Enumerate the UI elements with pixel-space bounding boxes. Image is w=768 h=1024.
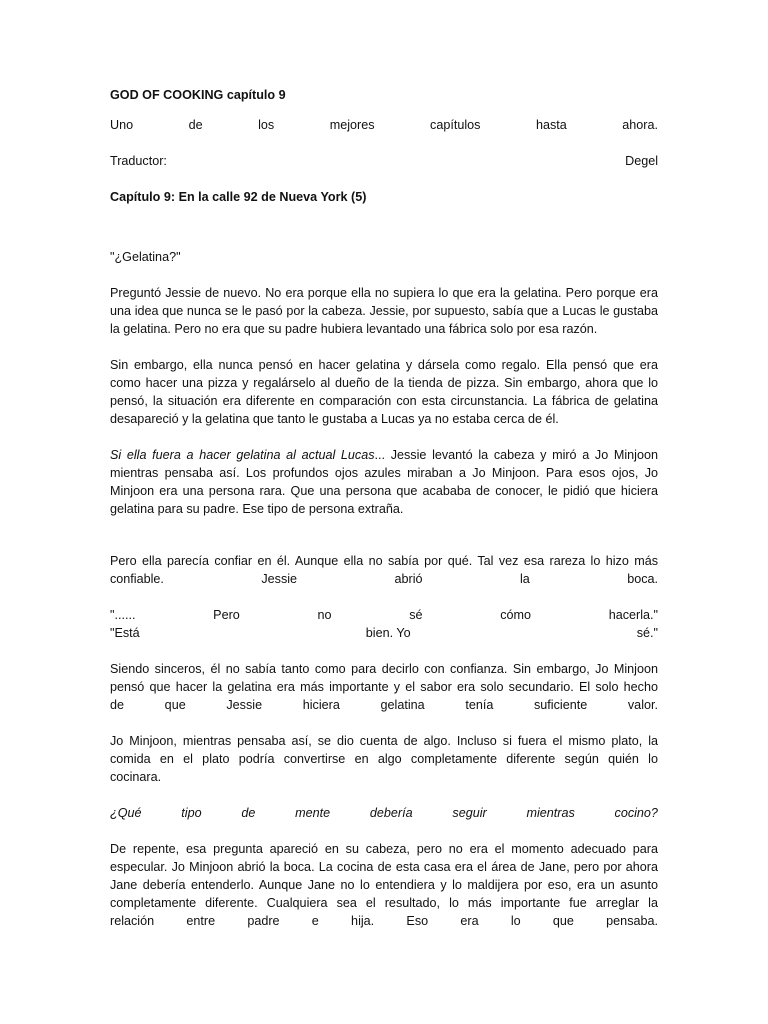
paragraph-4 [110, 446, 658, 518]
paragraph-line: Sin embargo, ella nunca pensó en hacer gelatina y dársela como regalo. Ella pensó que era [110, 358, 658, 372]
document-page [110, 86, 658, 930]
dialogue-word: bien. Yo [365, 626, 411, 640]
paragraph-line: relación entre padre e hija. Eso era lo que pensaba. [110, 914, 658, 928]
translator-line [110, 152, 658, 170]
paragraph-3 [110, 356, 658, 428]
subtitle-word: Uno [110, 118, 134, 132]
paragraph-line: pensó que hacer la gelatina era más importante y el sabor era solo secundario. El solo hecho [110, 680, 658, 694]
paragraph-4-first-line [110, 446, 658, 464]
question-word: mientras [526, 806, 575, 820]
paragraph-line: Siendo sinceros, él no sabía tanto como para decirlo con confianza. Sin embargo, Jo Minjoon [110, 662, 658, 676]
dialogue-word: no [317, 608, 332, 622]
paragraph-4-lines [110, 464, 658, 518]
subtitle-word: ahora. [622, 118, 658, 132]
paragraph-4-rest: ... Jessie levantó la cabeza y miró a Jo Minjoon [374, 448, 658, 462]
question-word: cocino? [614, 806, 658, 820]
paragraph-10 [110, 840, 658, 930]
paragraph-2 [110, 284, 658, 338]
paragraph-7 [110, 660, 658, 714]
translator-name: Degel [625, 154, 658, 168]
paragraph-line: la gelatina. Pero no era que su padre hubiera levantado una fábrica solo por esa razón. [110, 322, 598, 336]
paragraph-line: Pero ella parecía confiar en él. Aunque ella no sabía por qué. Tal vez esa rareza lo hizo más [110, 554, 658, 568]
paragraph-line: como hacer una pizza y regalárselo al dueño de la tienda de pizza. Sin embargo, ahora que lo [110, 376, 658, 390]
dialogue-word: "Está [110, 626, 140, 640]
paragraph-line: cocinara. [110, 770, 162, 784]
question-word: ¿Qué [110, 806, 142, 820]
dialogue-word: cómo [500, 608, 532, 622]
subtitle-word: los [258, 118, 275, 132]
paragraph-1: "¿Gelatina?" [110, 250, 181, 264]
subtitle-line [110, 116, 658, 134]
chapter-heading: Capítulo 9: En la calle 92 de Nueva York (5) [110, 190, 367, 204]
paragraph-line: una idea que nunca se le pasó por la cabeza. Jessie, por supuesto, sabía que a Lucas le gustaba [110, 304, 658, 318]
paragraph-line: especular. Jo Minjoon abrió la boca. La cocina de esta casa era el área de Jane, pero por ahora [110, 860, 658, 874]
question-word: mente [295, 806, 331, 820]
dialogue-word: sé [409, 608, 423, 622]
paragraph-8 [110, 732, 658, 786]
dialogue-word: Pero [213, 608, 240, 622]
subtitle-word: hasta [535, 118, 567, 132]
paragraph-4-italic: Si ella fuera a hacer gelatina al actual Lucas [110, 448, 375, 462]
dialogue-word: hacerla." [608, 608, 658, 622]
paragraph-line: Jane debería entenderlo. Aunque Jane no lo entendiera y lo maldijera por eso, era un asunto [110, 878, 658, 892]
question-word: tipo [181, 806, 202, 820]
question-word: debería [369, 806, 413, 820]
paragraph-line: mientras pensaba así. Los profundos ojos azules miraban a Jo Minjoon. Para esos ojos, Jo [110, 466, 658, 480]
translator-label: Traductor: [110, 154, 167, 168]
question-word: de [241, 806, 256, 820]
dialogue-word: sé." [636, 626, 658, 640]
paragraph-line: de que Jessie hiciera gelatina tenía suficiente valor. [110, 698, 658, 712]
paragraph-line: Jo Minjoon, mientras pensaba así, se dio cuenta de algo. Incluso si fuera el mismo plato, la [110, 734, 658, 748]
paragraph-line: confiable. Jessie abrió la boca. [110, 572, 658, 586]
paragraph-line: completamente diferente. Cualquiera sea el resultado, lo más importante fue arreglar la [110, 896, 658, 910]
paragraph-line: gelatina para su padre. Ese tipo de persona extraña. [110, 502, 404, 516]
paragraph-line: Preguntó Jessie de nuevo. No era porque ella no supiera lo que era la gelatina. Pero porque era [110, 286, 658, 300]
dialogue-line-2 [110, 624, 658, 642]
paragraph-line: desapareció y la gelatina que tanto le gustaba a Lucas ya no estaba cerca de él. [110, 412, 559, 426]
paragraph-line: pensó, la situación era diferente en comparación con esta circunstancia. La fábrica de gelatina [110, 394, 658, 408]
question-line [110, 804, 658, 822]
question-word: seguir [452, 806, 487, 820]
subtitle-word: capítulos [430, 118, 481, 132]
subtitle-word: mejores [329, 118, 375, 132]
dialogue-word: "...... [110, 608, 136, 622]
paragraph-5 [110, 552, 658, 588]
dialogue-line-1 [110, 606, 658, 624]
paragraph-line: Minjoon era una persona rara. Que una persona que acababa de conocer, le pidió que hiciera [110, 484, 658, 498]
paragraph-line: De repente, esa pregunta apareció en su cabeza, pero no era el momento adecuado para [110, 842, 658, 856]
paragraph-line: comida en el plato podría convertirse en algo completamente diferente según quién lo [110, 752, 658, 766]
subtitle-word: de [188, 118, 203, 132]
document-title: GOD OF COOKING capítulo 9 [110, 88, 286, 102]
